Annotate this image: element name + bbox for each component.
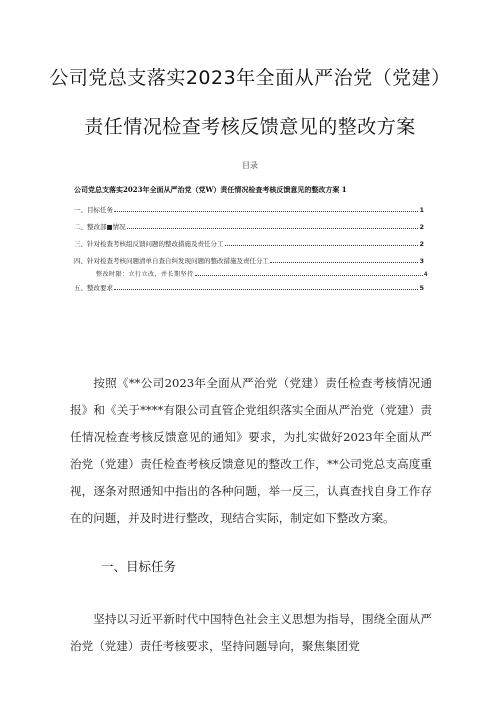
toc-item-feedback-measures[interactable] bbox=[74, 239, 424, 248]
toc-item-goals[interactable] bbox=[74, 205, 424, 214]
toc-leader-dots bbox=[195, 275, 423, 276]
document-title-line-2: 责任情况检查考核反馈意见的整改方案 bbox=[84, 116, 416, 138]
toc-item-deadline[interactable] bbox=[96, 269, 428, 278]
toc-item-self-check-measures[interactable] bbox=[74, 256, 424, 265]
toc-item-page: 2 bbox=[419, 240, 424, 248]
toc-leader-dots bbox=[127, 228, 419, 229]
toc-item-department[interactable] bbox=[74, 222, 424, 231]
toc-main-entry[interactable]: 公司党总支落实2023年全面从严治党（党W）责任情况检查考核反馈意见的整改方案 1 bbox=[74, 185, 347, 194]
toc-leader-dots bbox=[270, 262, 418, 263]
toc-item-label: 整改时限：立行立改，并长期坚持 bbox=[96, 271, 194, 278]
intro-paragraph: 按照《**公司2023年全面从严治党（党建）责任检查考核情况通报》和《关于****有限公司直管企党组织落实全面从严治党（党建）责任情况检查考核反馈意见的通知》要求，为扎实做好2023年全面从严治党（党建）责任检查考核反馈意见的整改工作，**公司党总支高度重视，逐条对照通知中指出的各种问题，举一反三，认真查找自身工作存在的问题，并及时进行整改，现结合实际，制定如下整改方案。 bbox=[70, 376, 432, 525]
toc-leader-dots bbox=[114, 289, 418, 290]
section-goals-paragraph: 坚持以习近平新时代中国特色社会主义思想为指导，围绕全面从严治党（党建）责任考核要求，坚持问题导向，聚焦集团党 bbox=[70, 612, 432, 653]
toc-item-label: 二、整改部■情况 bbox=[74, 223, 126, 231]
section-heading-goals: 一、目标任务 bbox=[101, 559, 177, 574]
toc-leader-dots bbox=[225, 245, 419, 246]
toc-heading: 目录 bbox=[242, 161, 258, 170]
toc-item-page: 5 bbox=[419, 284, 424, 292]
toc-item-page: 1 bbox=[419, 206, 424, 214]
document-title-line-1: 公司党总支落实2023年全面从严治党（党建） bbox=[49, 67, 451, 89]
toc-item-page: 2 bbox=[419, 223, 424, 231]
toc-item-label: 四、针对检查考核问题清单自查自纠发现问题的整改措施及责任分工 bbox=[74, 257, 269, 265]
toc-item-label: 五、整改要求 bbox=[74, 284, 113, 292]
toc-item-label: 一、目标任务 bbox=[74, 206, 113, 214]
toc-item-requirements[interactable] bbox=[74, 283, 424, 292]
toc-item-label: 三、针对检查考核组反馈问题的整改措施及责任分工 bbox=[74, 240, 224, 248]
toc-item-page: 3 bbox=[419, 257, 424, 265]
toc-leader-dots bbox=[114, 211, 418, 212]
toc-item-page: 4 bbox=[423, 271, 428, 278]
